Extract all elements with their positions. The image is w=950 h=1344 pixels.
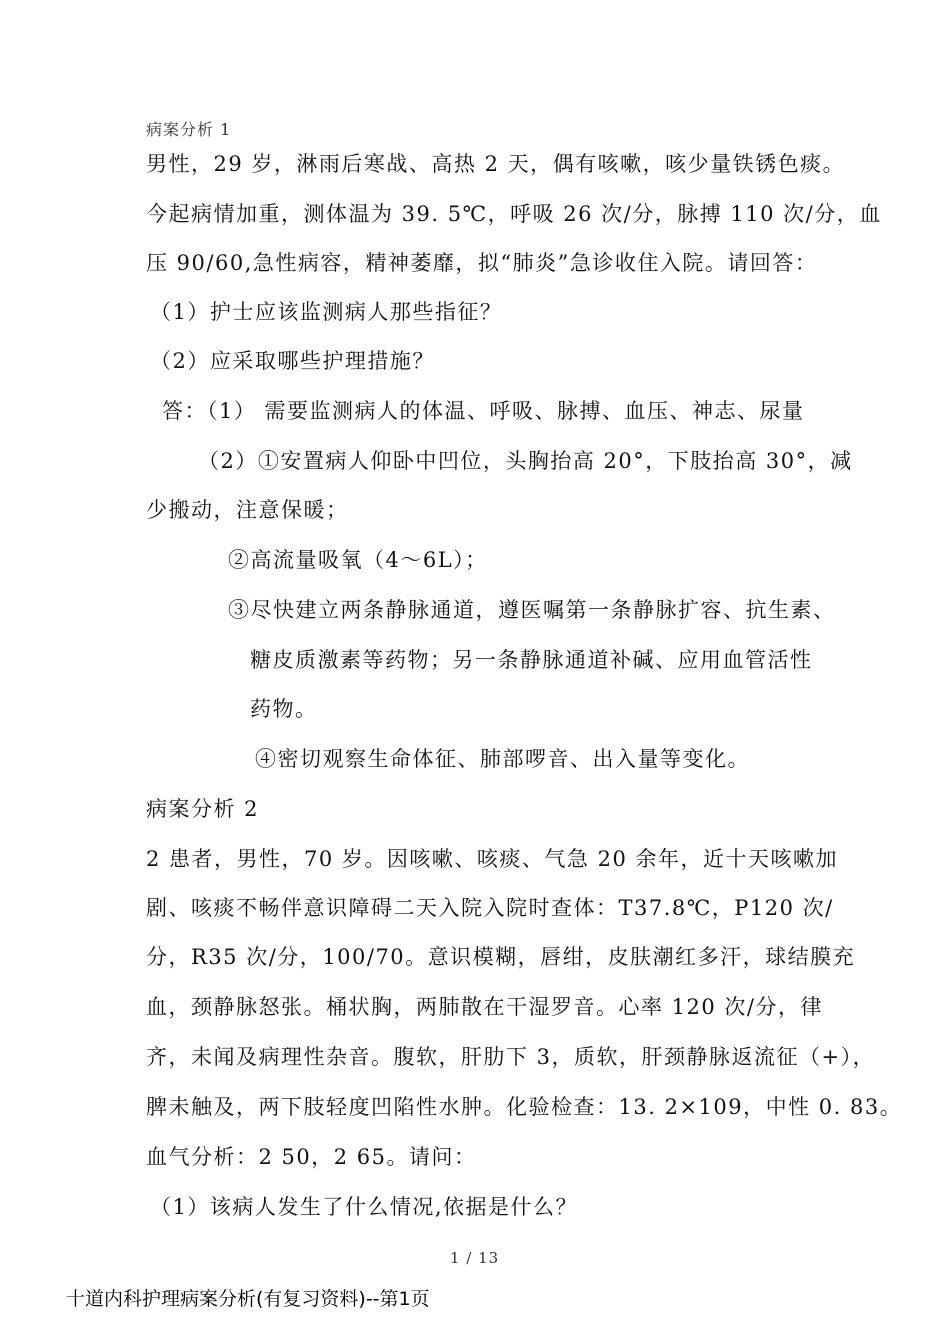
case2-line-4: 血，颈静脉怒张。桶状胸，两肺散在干湿罗音。心率 120 次/分，律 xyxy=(146,995,824,1019)
case1-question-1: （1）护士应该监测病人那些指征？ xyxy=(150,300,503,324)
case1-answer-2a: （2）①安置病人仰卧中凹位，头胸抬高 20°，下肢抬高 30°，减 xyxy=(198,449,853,473)
case1-answer-1: 答：（1） 需要监测病人的体温、呼吸、脉搏、血压、神志、尿量 xyxy=(162,399,805,423)
case2-question-1: （1）该病人发生了什么情况,依据是什么？ xyxy=(150,1195,579,1219)
case1-measure-4: ④密切观察生命体征、肺部啰音、出入量等变化。 xyxy=(255,747,750,771)
case2-line-6: 脾未触及，两下肢轻度凹陷性水肿。化验检查：13. 2×109，中性 0. 83。 xyxy=(146,1095,903,1119)
case2-heading: 病案分析 2 xyxy=(146,797,260,821)
case2-line-1: 2 患者，男性，70 岁。因咳嗽、咳痰、气急 20 余年，近十天咳嗽加 xyxy=(146,847,839,871)
case1-heading: 病案分析 1 xyxy=(146,120,232,139)
case1-question-2: （2）应采取哪些护理措施？ xyxy=(150,349,435,373)
case1-line-2: 今起病情加重，测体温为 39. 5℃，呼吸 26 次/分，脉搏 110 次/分，血 xyxy=(146,202,882,226)
case1-measure-3b: 糖皮质激素等药物；另一条静脉通道补碱、应用血管活性 xyxy=(250,648,813,672)
case1-line-3: 压 90/60,急性病容，精神萎靡，拟“肺炎”急诊收住入院。请回答： xyxy=(146,251,818,275)
case2-line-3: 分，R35 次/分，100/70。意识模糊，唇绀，皮肤潮红多汗，球结膜充 xyxy=(146,945,856,969)
case2-line-5: 齐，未闻及病理性杂音。腹软，肝肋下 3，质软，肝颈静脉返流征（+）， xyxy=(146,1045,876,1069)
case1-measure-3c: 药物。 xyxy=(250,697,318,721)
case1-measure-2: ②高流量吸氧（4～6L）； xyxy=(228,548,488,572)
case2-line-2: 剧、咳痰不畅伴意识障碍二天入院入院时查体：T37.8℃，P120 次/ xyxy=(146,896,834,920)
page-number: 1 / 13 xyxy=(450,1249,500,1267)
case2-line-7: 血气分析：2 50，2 65。请问： xyxy=(146,1145,477,1169)
case1-measure-3a: ③尽快建立两条静脉通道，遵医嘱第一条静脉扩容、抗生素、 xyxy=(228,598,836,622)
case1-line-1: 男性，29 岁，淋雨后寒战、高热 2 天，偶有咳嗽，咳少量铁锈色痰。 xyxy=(146,152,846,176)
document-footer-title: 十道内科护理病案分析(有复习资料)--第1页 xyxy=(66,1288,430,1310)
case1-answer-2b: 少搬动，注意保暖； xyxy=(146,498,349,522)
